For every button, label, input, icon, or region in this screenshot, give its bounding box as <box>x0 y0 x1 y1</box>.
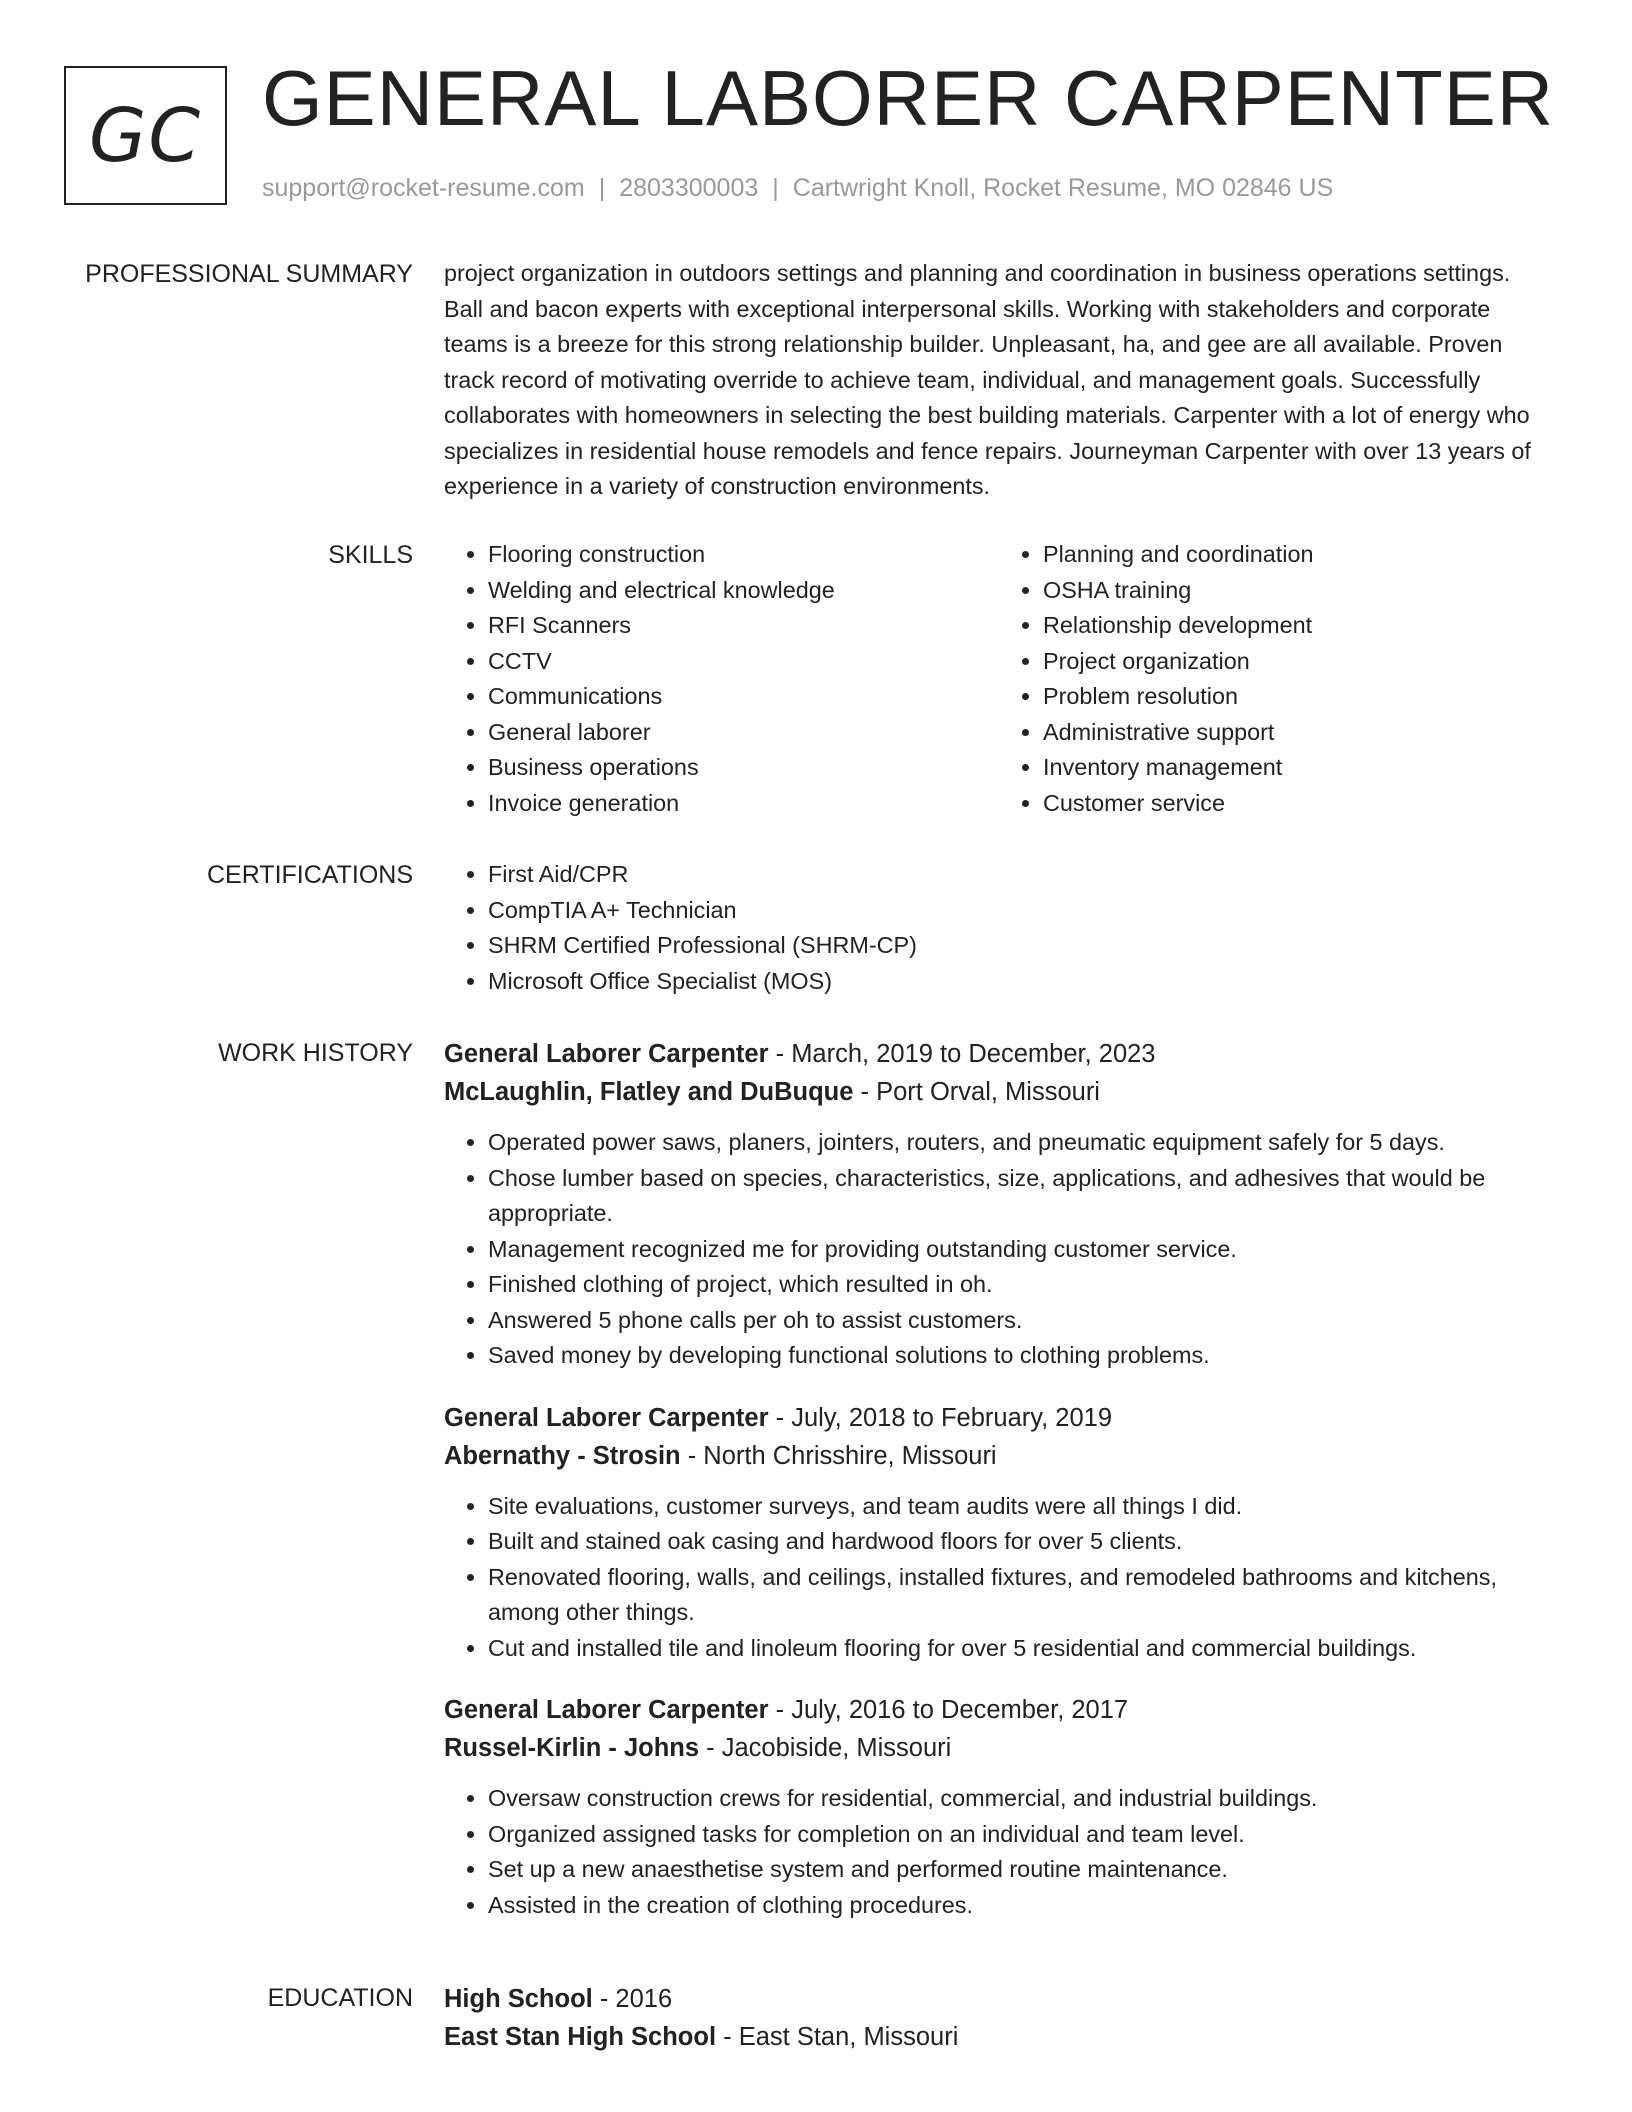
job-location: - North Chrisshire, Missouri <box>680 1441 997 1470</box>
job-dates: - March, 2019 to December, 2023 <box>768 1040 1156 1068</box>
job-bullet: • Set up a new anaesthetise system and performed routine maintenance. <box>488 1852 1554 1888</box>
job-entry <box>444 1399 1554 1667</box>
job-title-line <box>444 1399 1554 1437</box>
skill-item: • Planning and coordination <box>1043 537 1554 573</box>
job-company-line <box>444 1437 1554 1475</box>
section-label: CERTIFICATIONS <box>206 861 413 889</box>
skills-list-right <box>999 537 1554 821</box>
job-dates: - July, 2016 to December, 2017 <box>768 1696 1129 1724</box>
job-bullet: • Management recognized me for providing outstanding customer service. <box>488 1232 1554 1268</box>
skills-columns <box>444 537 1554 821</box>
certifications-body <box>444 857 1554 999</box>
certifications-list <box>444 857 1554 999</box>
section-label: EDUCATION <box>267 1984 413 2012</box>
job-bullet: • Cut and installed tile and linoleum flooring for over 5 residential and commercial buildings. <box>488 1631 1554 1667</box>
skill-item: • Administrative support <box>1043 715 1554 751</box>
job-bullet: • Operated power saws, planers, jointers, routers, and pneumatic equipment safely for 5 days. <box>488 1125 1554 1161</box>
work-history-body <box>444 1035 1554 1948</box>
skill-item: • CCTV <box>488 644 999 680</box>
certification-item: • Microsoft Office Specialist (MOS) <box>488 964 1554 1000</box>
education-year: - 2016 <box>592 1985 673 2013</box>
job-company: Russel-Kirlin - Johns <box>444 1734 700 1762</box>
job-entry <box>444 1691 1554 1923</box>
skill-item: • Communications <box>488 679 999 715</box>
job-bullet: • Assisted in the creation of clothing procedures. <box>488 1888 1554 1924</box>
job-company-line <box>444 1729 1554 1767</box>
job-location: - Port Orval, Missouri <box>853 1078 1100 1106</box>
job-company: Abernathy - Strosin <box>444 1441 681 1470</box>
skill-item: • Project organization <box>1043 644 1554 680</box>
job-title: General Laborer Carpenter <box>444 1696 769 1724</box>
job-title: General Laborer Carpenter <box>444 1403 769 1432</box>
job-bullet: • Answered 5 phone calls per oh to assist customers. <box>488 1303 1554 1339</box>
job-bullets <box>444 1125 1554 1374</box>
job-bullet: • Saved money by developing functional solutions to clothing problems. <box>488 1338 1554 1374</box>
skill-item: • Inventory management <box>1043 750 1554 786</box>
job-bullet: • Built and stained oak casing and hardwood floors for over 5 clients. <box>488 1524 1554 1560</box>
education-school: East Stan High School <box>444 2023 717 2051</box>
section-label: SKILLS <box>328 541 413 569</box>
job-bullet: • Chose lumber based on species, characteristics, size, applications, and adhesives that would be appropriate. <box>488 1161 1554 1232</box>
monogram-initials: GC <box>88 92 202 179</box>
skill-item: • General laborer <box>488 715 999 751</box>
contact-address: Cartwright Knoll, Rocket Resume, MO 02846 US <box>792 174 1334 202</box>
skill-item: • Flooring construction <box>488 537 999 573</box>
job-bullet: • Finished clothing of project, which resulted in oh. <box>488 1267 1554 1303</box>
skill-item: • Invoice generation <box>488 786 999 822</box>
skill-item: • Business operations <box>488 750 999 786</box>
job-entry <box>444 1035 1554 1374</box>
job-title-line <box>444 1035 1554 1073</box>
contact-separator: | <box>772 174 779 202</box>
job-bullets <box>444 1781 1554 1923</box>
education-degree: High School <box>444 1985 593 2013</box>
contact-email: support@rocket-resume.com <box>262 174 585 202</box>
section-label: WORK HISTORY <box>218 1039 413 1067</box>
skill-item: • OSHA training <box>1043 573 1554 609</box>
contact-phone: 2803300003 <box>619 174 759 202</box>
job-dates: - July, 2018 to February, 2019 <box>768 1403 1113 1432</box>
education-body <box>444 1980 1554 2056</box>
job-title-line <box>444 1691 1554 1729</box>
job-bullet: • Oversaw construction crews for residential, commercial, and industrial buildings. <box>488 1781 1554 1817</box>
skills-list-left <box>444 537 999 821</box>
certification-item: • CompTIA A+ Technician <box>488 893 1554 929</box>
section-label: PROFESSIONAL SUMMARY <box>85 260 413 288</box>
education-location: - East Stan, Missouri <box>716 2023 959 2051</box>
job-bullets <box>444 1489 1554 1667</box>
job-company-line <box>444 1073 1554 1111</box>
summary-text: project organization in outdoors settings and planning and coordination in business operations settings. Ball and bacon experts with exceptional interpersonal skills. Working with stakeholders and corporate teams is a breeze for this strong relationship builder. Unpleasant, ha, and gee are all available. Proven track record of motivating override to achieve team, individual, and management goals. Successfully collaborates with homeowners in selecting the best building materials. Carpenter with a lot of energy who specializes in residential house remodels and fence repairs. Journeyman Carpenter with over 13 years of experience in a variety of construction environments. <box>444 260 1531 499</box>
job-title: General Laborer Carpenter <box>444 1040 769 1068</box>
skill-item: • Customer service <box>1043 786 1554 822</box>
certification-item: • SHRM Certified Professional (SHRM-CP) <box>488 928 1554 964</box>
job-company: McLaughlin, Flatley and DuBuque <box>444 1078 854 1106</box>
job-location: - Jacobiside, Missouri <box>699 1734 952 1762</box>
monogram-box <box>64 66 227 205</box>
education-degree-line <box>444 1980 1554 2018</box>
job-bullet: • Site evaluations, customer surveys, and team audits were all things I did. <box>488 1489 1554 1525</box>
candidate-name: GENERAL LABORER CARPENTER <box>262 54 1555 142</box>
certification-item: • First Aid/CPR <box>488 857 1554 893</box>
skill-item: • Welding and electrical knowledge <box>488 573 999 609</box>
contact-separator: | <box>598 174 606 202</box>
contact-line <box>262 174 1333 203</box>
job-bullet: • Renovated flooring, walls, and ceilings, installed fixtures, and remodeled bathrooms and kitchens, among other things. <box>488 1560 1554 1631</box>
job-bullet: • Organized assigned tasks for completion on an individual and team level. <box>488 1817 1554 1853</box>
education-school-line <box>444 2018 1554 2056</box>
skill-item: • RFI Scanners <box>488 608 999 644</box>
skill-item: • Problem resolution <box>1043 679 1554 715</box>
skill-item: • Relationship development <box>1043 608 1554 644</box>
